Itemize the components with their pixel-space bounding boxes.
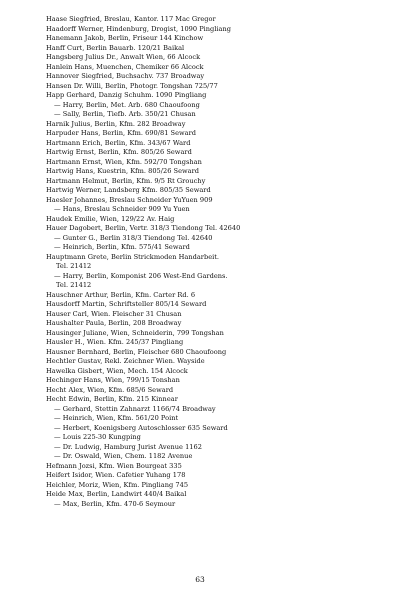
list-item: Hangsberg Julius Dr., Anwalt Wien, 66 Alcock (46, 53, 201, 61)
list-item: Hanemann Jakob, Berlin, Friseur 144 Kinchow (46, 34, 204, 42)
list-item: — Dr. Ludwig, Hamburg Jurist Avenue 1162 (54, 442, 202, 451)
list-item: — Hans, Breslau Schneider 909 Yu Yuen (54, 205, 190, 213)
list-item: — Heinrich, Berlin, Kfm. 575/41 Seward (54, 243, 190, 251)
list-item: Hausner Bernhard, Berlin, Fleischer 680 Chaoufoong (46, 347, 227, 356)
list-item: Hawelka Gisbert, Wien, Mech. 154 Alcock (46, 366, 188, 375)
list-item: — Heinrich, Wien, Kfm. 561/20 Point (54, 414, 179, 422)
list-item: Hechinger Hans, Wien, 799/15 Tonshan (46, 376, 180, 384)
list-item: Heide Max, Berlin, Landwirt 440/4 Baikal (46, 490, 187, 498)
list-item: Hausinger Juliane, Wien, Schneiderin, 799 Tongshan (46, 328, 224, 337)
list-item: Haadorff Werner, Hindenburg, Drogist, 1090 Pingliang (46, 24, 232, 33)
list-item: Hauser Carl, Wien. Fleischer 31 Chusan (46, 309, 182, 318)
list-item: — Harry, Berlin, Komponist 206 West-End Gardens. (54, 271, 228, 280)
list-item: Hecht Alex, Wien, Kfm. 685/6 Seward (46, 385, 174, 394)
list-item: — Harry, Berlin, Met. Arb. 680 Chaoufoong (54, 100, 200, 109)
list-item: Haudek Emilie, Wien, 129/22 Av. Haig (46, 214, 175, 223)
list-item: Hauptmann Grete, Berlin Strickmoden Handarbeit. (46, 252, 220, 261)
list-item: — Herbert, Koenigsberg Autoschlosser 635 Seward (54, 423, 228, 432)
list-item: Heifert Isidor, Wien. Cafetier Yuhang 178 (46, 471, 186, 479)
list-item: Hartmann Helmut, Berlin, Kfm. 9/5 Rt Grouchy (46, 176, 206, 185)
list-item: Hartwig Ernst, Berlin, Kfm. 805/26 Seward (46, 148, 192, 156)
list-item: Hanlein Hans, Muenchen, Chemiker 66 Alcock (46, 62, 204, 71)
list-item: Hechtler Gustav, Rekl. Zeichner Wien. Wayside (46, 357, 205, 365)
list-item: — Gunter G., Berlin 318/3 Tiendong Tel. 42640 (54, 233, 213, 242)
list-item: — Sally, Berlin, Tiefb. Arb. 350/21 Chusan (54, 110, 196, 118)
list-item: Hanff Curt, Berlin Bauarb. 120/21 Baikal (46, 43, 185, 52)
list-item: — Max, Berlin, Kfm. 470-6 Seymour (54, 499, 176, 508)
list-item: Hartwig Werner, Landsberg Kfm. 805/35 Seward (46, 186, 211, 194)
list-item: Heichler, Moriz, Wien, Kfm. Pingliang 745 (46, 480, 189, 489)
list-item: — Dr. Oswald, Wien, Chem. 1182 Avenue (54, 452, 193, 460)
list-item: Tel. 21412 (56, 262, 92, 270)
list-item: Haushalter Paula, Berlin, 208 Broadway (46, 319, 182, 327)
list-item: Harnik Julius, Berlin, Kfm. 282 Broadway (46, 119, 186, 128)
list-item: Hausler H., Wien. Kfm. 245/37 Pingliang (46, 338, 184, 346)
list-item: Hartwig Hans, Kuestrin, Kfm. 805/26 Seward (46, 167, 200, 175)
list-item: Harpuder Hans, Berlin, Kfm. 690/81 Seward (46, 129, 197, 137)
list-item: Hefmann Jozsi, Kfm. Wien Bourgeat 335 (46, 461, 182, 470)
list-item: Happ Gerhard, Danzig Schuhm. 1090 Pingliang (46, 91, 207, 99)
list-item: Hausdorff Martin, Schriftsteller 805/14 Seward (46, 300, 207, 308)
list-item: Hauer Dagobert, Berlin, Vertr. 318/3 Tiendong Tel. 42640 (46, 224, 241, 232)
list-item: Haesler Johannes, Breslau Schneider YuYuen 909 (46, 195, 213, 204)
list-item: Hecht Edwin, Berlin, Kfm. 215 Kinnear (46, 395, 178, 403)
list-item: Hauschner Arthur, Berlin, Kfm. Carter Rd. 6 (46, 290, 196, 299)
list-item: Hannover Siegfried, Buchsachv. 737 Broadway (46, 72, 205, 80)
page-number: 63 (195, 575, 205, 584)
directory-list (46, 15, 386, 509)
list-item: Hartmann Erich, Berlin, Kfm. 343/67 Ward (46, 138, 191, 147)
list-item: — Louis 225-30 Kungping (54, 433, 141, 441)
list-item: Hansen Dr. Willi, Berlin, Photogr. Tongshan 725/77 (46, 81, 218, 90)
list-item: Hartmann Ernst, Wien, Kfm. 592/70 Tongshan (46, 157, 202, 166)
list-item: Tel. 21412 (56, 281, 92, 289)
list-item: — Gerhard, Stettin Zahnarzt 1166/74 Broadway (54, 404, 216, 413)
list-item: Haase Siegfried, Breslau, Kantor. 117 Mac Gregor (46, 15, 216, 23)
